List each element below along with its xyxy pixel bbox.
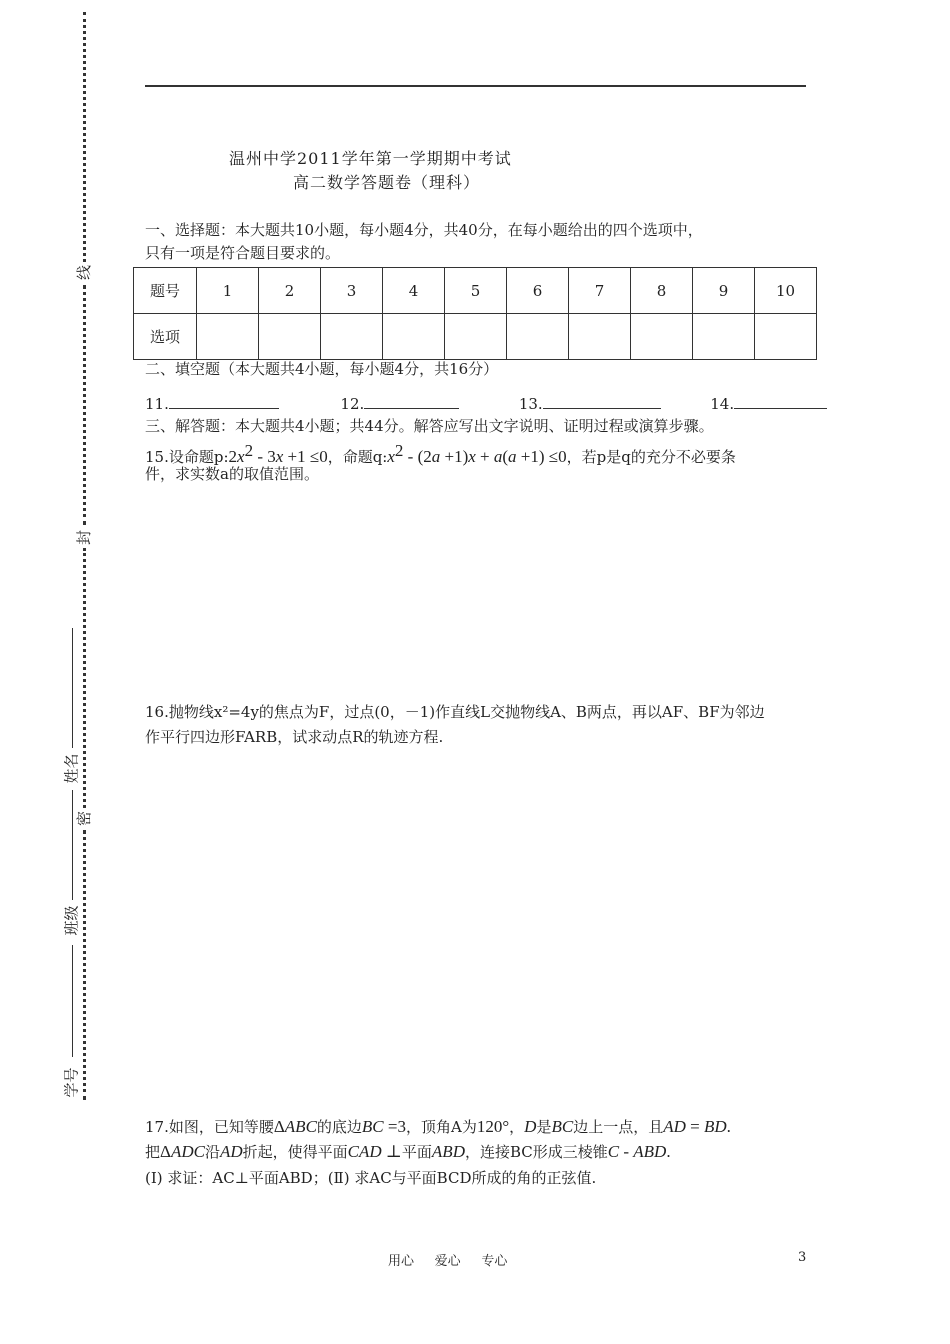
q15-prefix: 15.设命题p: bbox=[145, 448, 229, 466]
q16-line1: 16.抛物线x²=4y的焦点为F，过点(0，－1)作直线L交抛物线A、B两点，再以AF、BF为邻边 bbox=[145, 703, 765, 721]
class-line-lower bbox=[72, 945, 73, 1057]
answer-cell[interactable] bbox=[197, 314, 259, 360]
question-number: 8 bbox=[631, 268, 693, 314]
section1-instructions-line1: 一、选择题：本大题共10小题，每小题4分，共40分，在每小题给出的四个选项中， bbox=[145, 221, 703, 239]
blank-label-14: 14. bbox=[710, 395, 735, 413]
q17-text: 边上一点，且 bbox=[573, 1118, 664, 1136]
footer-motto: 用心 爱心 专心 bbox=[388, 1254, 508, 1269]
question-number: 2 bbox=[259, 268, 321, 314]
question-number: 6 bbox=[507, 268, 569, 314]
class-line-upper bbox=[72, 790, 73, 900]
margin-label-mi: 密 bbox=[75, 810, 94, 827]
fill-blank-row bbox=[145, 392, 827, 416]
blank-label-13: 13. bbox=[518, 395, 543, 413]
blank-14[interactable] bbox=[734, 394, 827, 409]
q15-line2: 件，求实数a的取值范围。 bbox=[145, 465, 319, 483]
section2-instructions: 二、填空题（本大题共4小题，每小题4分，共16分） bbox=[145, 360, 499, 378]
q17-text: ， bbox=[509, 1118, 525, 1136]
blank-label-11: 11. bbox=[145, 395, 169, 413]
answer-cell[interactable] bbox=[631, 314, 693, 360]
answer-cell[interactable] bbox=[445, 314, 507, 360]
question-number: 7 bbox=[569, 268, 631, 314]
answer-cell[interactable] bbox=[569, 314, 631, 360]
row-header-answer: 选项 bbox=[134, 314, 197, 360]
exam-subtitle: 高二数学答题卷（理科） bbox=[293, 173, 481, 192]
answer-cell[interactable] bbox=[507, 314, 569, 360]
margin-label-xian: 线 bbox=[75, 264, 94, 281]
question-number: 1 bbox=[197, 268, 259, 314]
q17-text: 17.如图，已知等腰 bbox=[145, 1118, 274, 1136]
answer-table-number-row bbox=[134, 268, 817, 314]
answer-table bbox=[133, 267, 817, 360]
question-number: 5 bbox=[445, 268, 507, 314]
q15-suffix: ，若p是q的充分不必要条 bbox=[566, 448, 736, 466]
name-underline bbox=[72, 628, 73, 748]
binding-dotted-line-top bbox=[83, 12, 86, 262]
answer-cell[interactable] bbox=[755, 314, 817, 360]
blank-13[interactable] bbox=[543, 394, 661, 409]
margin-label-class: 班级 bbox=[62, 905, 81, 936]
q17-text: 沿 bbox=[204, 1143, 220, 1161]
binding-dotted-line-lower bbox=[83, 548, 86, 808]
answer-table-choice-row bbox=[134, 314, 817, 360]
q17-line3: (Ⅰ) 求证：AC⊥平面ABD；(Ⅱ) 求AC与平面BCD所成的角的正弦值. bbox=[145, 1169, 597, 1187]
header-rule bbox=[145, 85, 806, 87]
section3-instructions: 三、解答题：本大题共4小题；共44分。解答应写出文字说明、证明过程或演算步骤。 bbox=[145, 417, 714, 435]
margin-label-feng: 封 bbox=[75, 529, 94, 546]
q17-text: 是 bbox=[536, 1118, 552, 1136]
q15-mid: ，命题q: bbox=[327, 448, 388, 466]
blank-12[interactable] bbox=[364, 394, 459, 409]
question-number: 4 bbox=[383, 268, 445, 314]
answer-cell[interactable] bbox=[383, 314, 445, 360]
page-number: 3 bbox=[798, 1250, 807, 1265]
question-number: 9 bbox=[693, 268, 755, 314]
answer-cell[interactable] bbox=[693, 314, 755, 360]
margin-label-student-id: 学号 bbox=[62, 1067, 81, 1098]
q17-line2: 把ΔADC沿AD折起，使得平面CAD ⊥平面ABD，连接BC形成三棱锥C - ABD. bbox=[145, 1142, 671, 1161]
q16-line2: 作平行四边形FARB，试求动点R的轨迹方程. bbox=[145, 728, 444, 746]
q17-text: ，顶角A为 bbox=[406, 1118, 477, 1136]
blank-label-12: 12. bbox=[340, 395, 365, 413]
question-number: 10 bbox=[755, 268, 817, 314]
q17-text: 的底边 bbox=[316, 1118, 362, 1136]
row-header-question: 题号 bbox=[134, 268, 197, 314]
answer-cell[interactable] bbox=[259, 314, 321, 360]
q17-text: 折起，使得平面 bbox=[242, 1143, 348, 1161]
margin-label-name: 姓名 bbox=[62, 753, 81, 784]
binding-dotted-line-bottom bbox=[83, 830, 86, 1100]
q15-line1: 15.设命题$p:2x^2 - 3x +1 \le 0$，命题$q:x^2 - (2a +1)x + a(a +1) \le 0$，若p是q的充分不必要条 bbox=[145, 441, 736, 466]
answer-cell[interactable] bbox=[321, 314, 383, 360]
exam-title: 温州中学2011学年第一学期期中考试 bbox=[229, 149, 512, 168]
blank-11[interactable] bbox=[169, 394, 279, 409]
question-number: 3 bbox=[321, 268, 383, 314]
q17-text: 平面 bbox=[401, 1143, 432, 1161]
q17-text: 把 bbox=[145, 1143, 161, 1161]
binding-dotted-line-middle bbox=[83, 285, 86, 525]
q17-text: ，连接BC形成三棱锥 bbox=[464, 1143, 608, 1161]
q17-line1: 17.如图，已知等腰ΔABC的底边BC =3，顶角A为120°，D是BC边上一点，且AD = BD. bbox=[145, 1117, 731, 1136]
section1-instructions-line2: 只有一项是符合题目要求的。 bbox=[145, 244, 341, 262]
